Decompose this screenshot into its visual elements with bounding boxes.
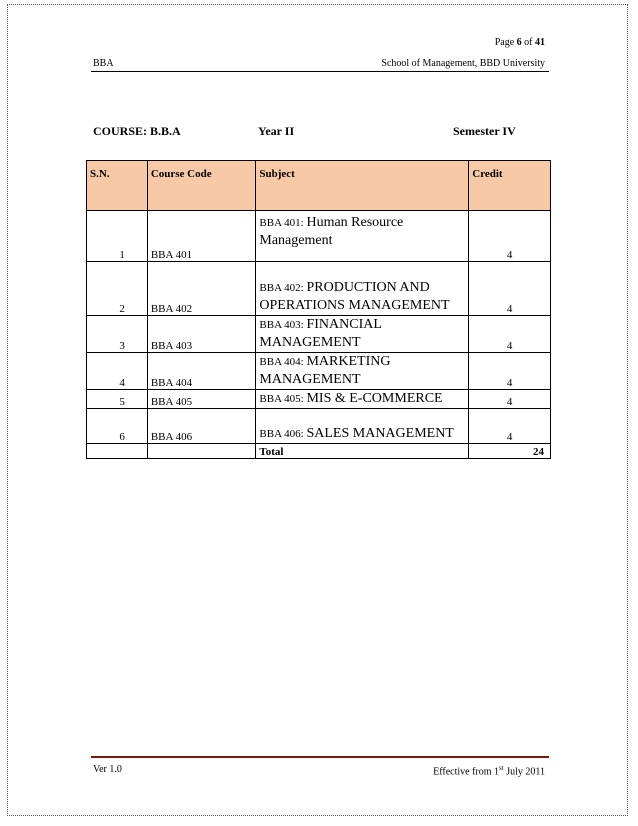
col-header-credit: Credit	[469, 161, 551, 211]
cell-empty	[147, 444, 256, 459]
cell-sn: 2	[87, 262, 148, 316]
page-total: 41	[535, 37, 545, 48]
total-value: 24	[469, 444, 551, 459]
col-header-subject: Subject	[256, 161, 469, 211]
footer-effective-date: Effective from 1st July 2011	[433, 764, 545, 778]
cell-sn: 1	[87, 211, 148, 262]
cell-subject: BBA 404: MARKETING MANAGEMENT	[256, 353, 469, 390]
course-label: COURSE: B.B.A	[93, 124, 181, 138]
cell-code: BBA 401	[147, 211, 256, 262]
cell-credit: 4	[469, 353, 551, 390]
cell-credit: 4	[469, 262, 551, 316]
cell-code: BBA 402	[147, 262, 256, 316]
cell-subject: BBA 406: SALES MANAGEMENT	[256, 409, 469, 444]
cell-code: BBA 403	[147, 316, 256, 353]
page-of: of	[524, 37, 533, 48]
col-header-sn: S.N.	[87, 161, 148, 211]
cell-credit: 4	[469, 211, 551, 262]
cell-code: BBA 404	[147, 353, 256, 390]
header-right: School of Management, BBD University	[381, 58, 545, 69]
col-header-course-code: Course Code	[147, 161, 256, 211]
cell-credit: 4	[469, 409, 551, 444]
cell-subject: BBA 403: FINANCIAL MANAGEMENT	[256, 316, 469, 353]
cell-empty	[87, 444, 148, 459]
table-row	[87, 409, 551, 444]
year-label: Year II	[258, 124, 295, 138]
cell-subject: BBA 401: Human Resource Management	[256, 211, 469, 262]
total-row	[87, 444, 551, 459]
header-rule	[91, 71, 549, 72]
footer-version: Ver 1.0	[93, 764, 122, 775]
table-row	[87, 390, 551, 409]
cell-subject: BBA 405: MIS & E-COMMERCE	[256, 390, 469, 409]
table-row	[87, 353, 551, 390]
cell-sn: 4	[87, 353, 148, 390]
semester-label: Semester IV	[453, 124, 516, 138]
table-row	[87, 316, 551, 353]
cell-subject: BBA 402: PRODUCTION AND OPERATIONS MANAGEMENT	[256, 262, 469, 316]
cell-code: BBA 405	[147, 390, 256, 409]
cell-sn: 6	[87, 409, 148, 444]
page-number	[495, 37, 545, 48]
total-label: Total	[256, 444, 469, 459]
cell-code: BBA 406	[147, 409, 256, 444]
cell-sn: 3	[87, 316, 148, 353]
footer-rule	[91, 756, 549, 758]
table-row	[87, 262, 551, 316]
table-row	[87, 211, 551, 262]
cell-credit: 4	[469, 390, 551, 409]
table-header-row	[87, 161, 551, 211]
page-label: Page	[494, 37, 515, 48]
page-current: 6	[516, 37, 522, 48]
cell-credit: 4	[469, 316, 551, 353]
cell-sn: 5	[87, 390, 148, 409]
course-table	[86, 160, 551, 459]
header-left: BBA	[93, 58, 114, 69]
